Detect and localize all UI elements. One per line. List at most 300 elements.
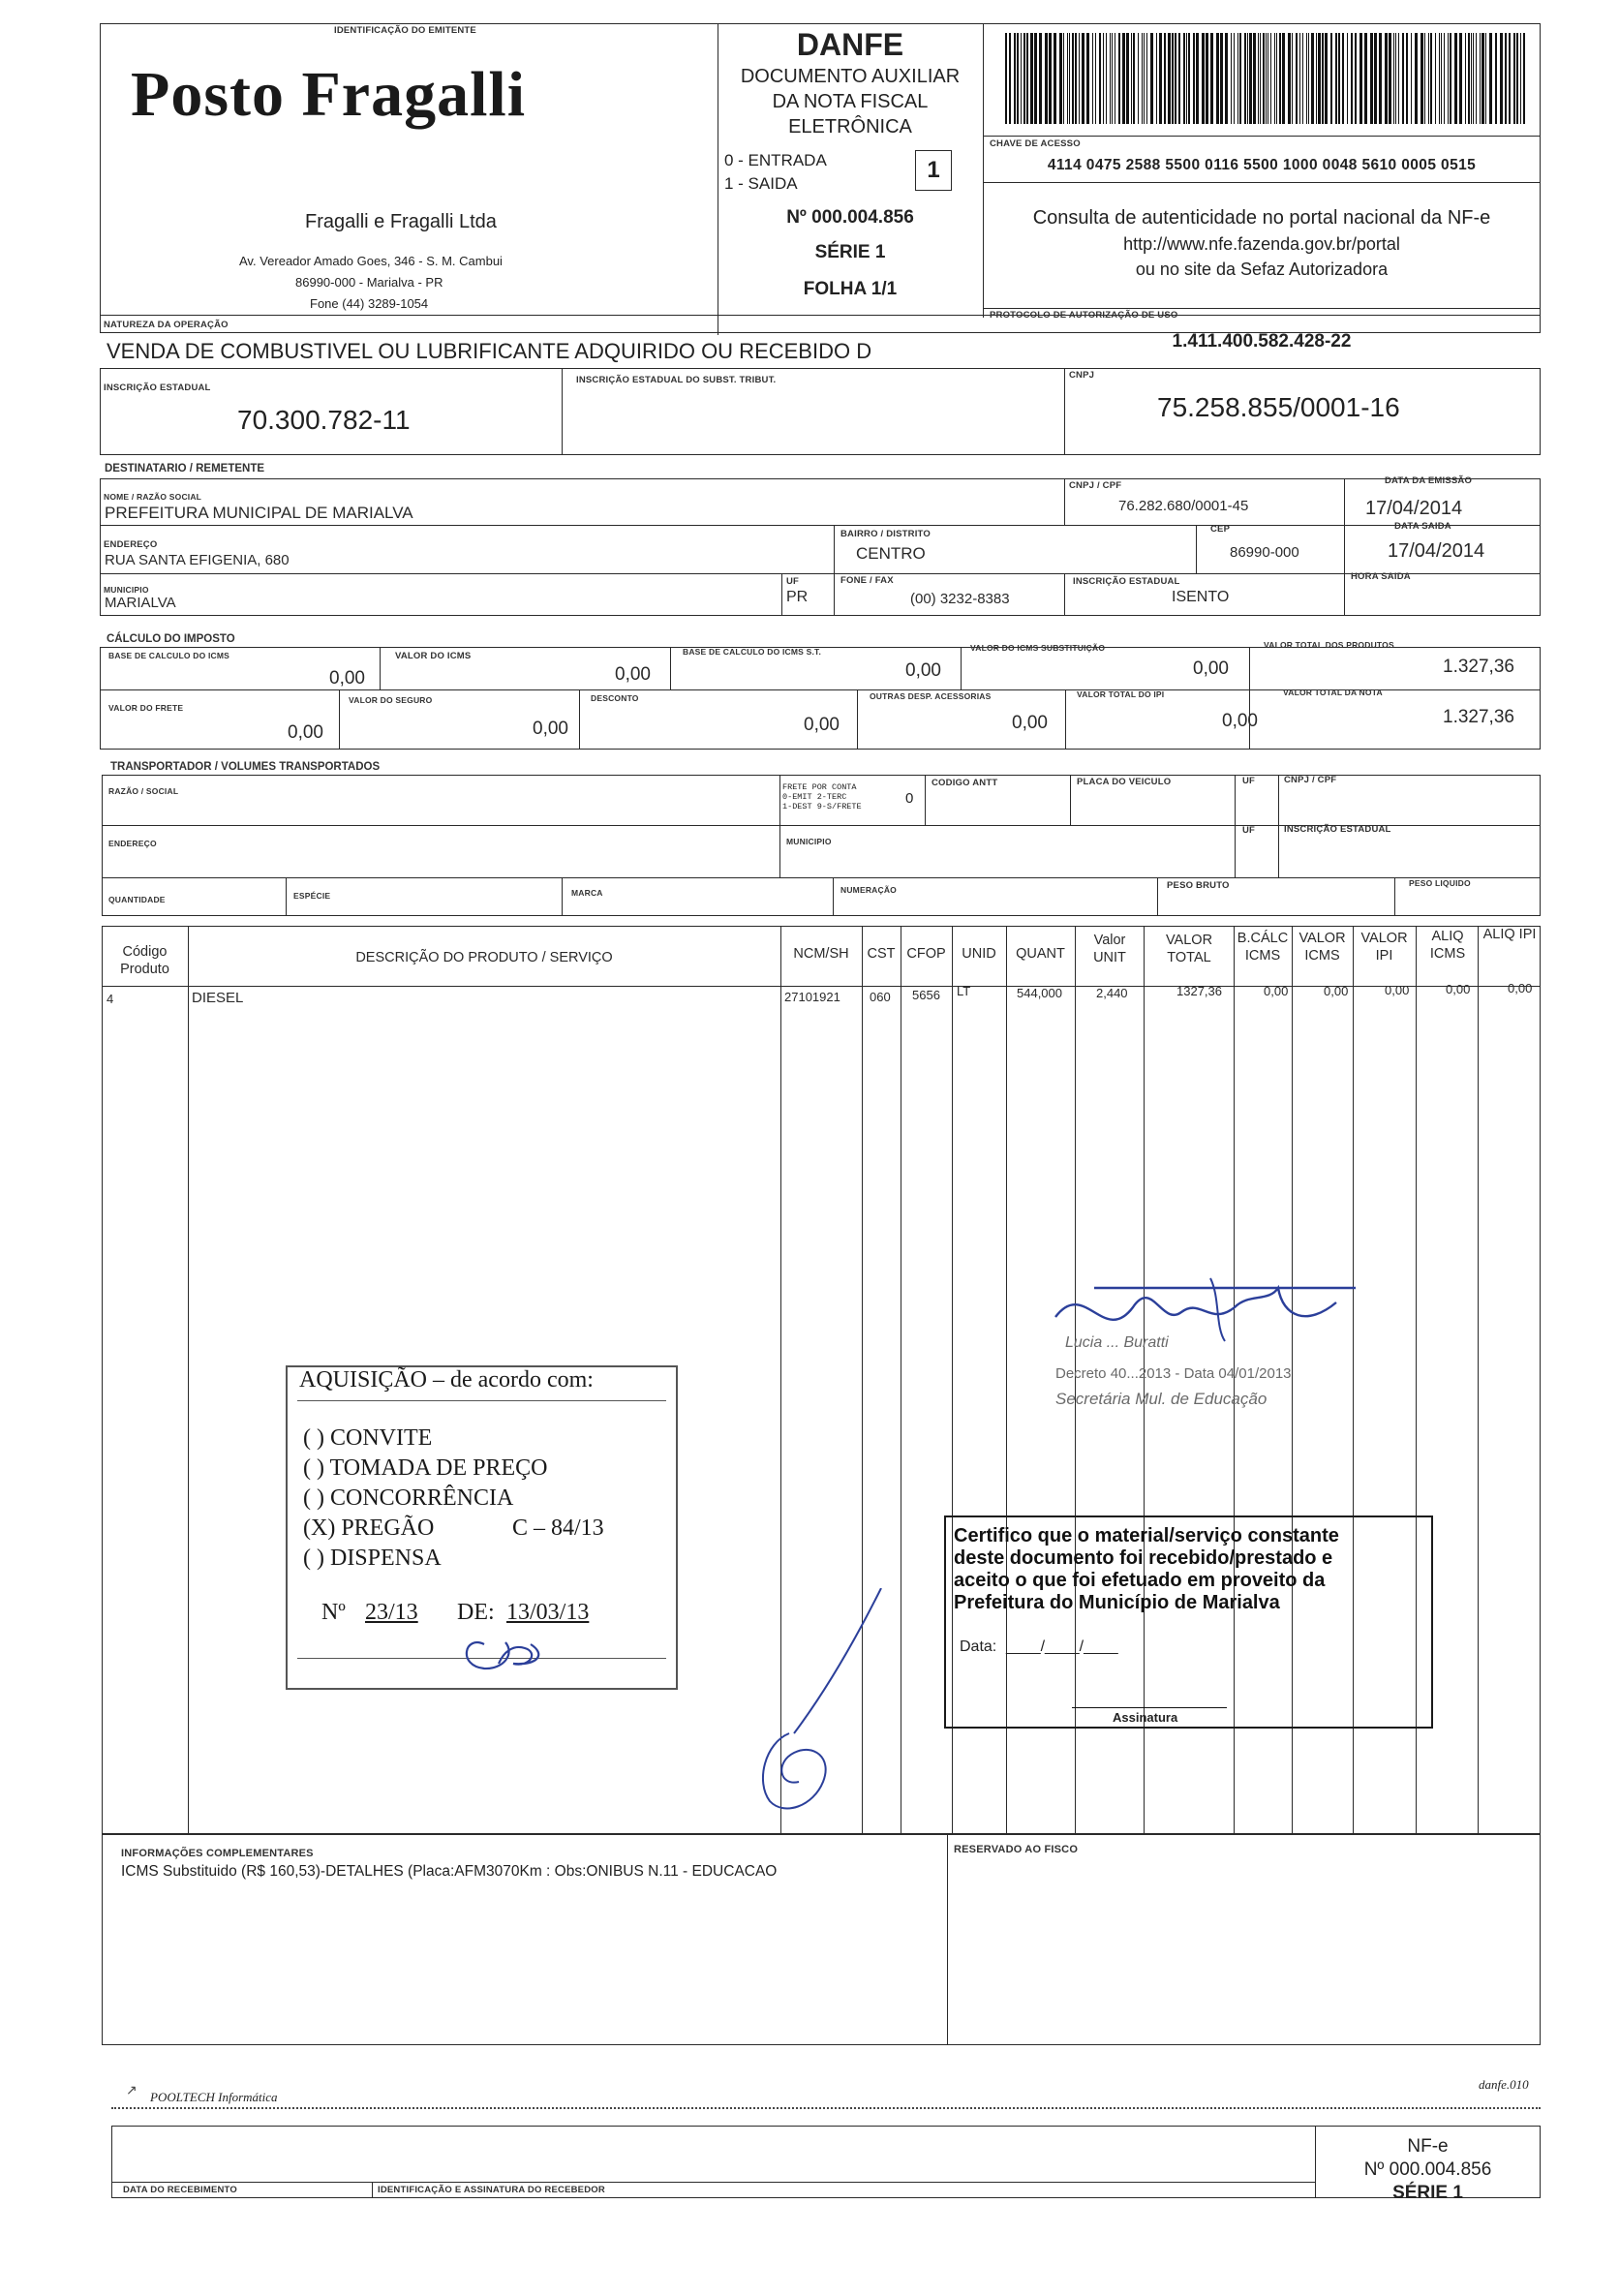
divider [1278,775,1279,877]
peso-liquido-label: PESO LIQUIDO [1409,878,1471,888]
header-vunit: Valor UNIT [1093,933,1126,965]
row-cfop: 5656 [912,988,940,1002]
divider [834,525,835,573]
barcode-bar [1244,33,1246,124]
barcode-bar [1516,33,1518,124]
row-aicms: 0,00 [1446,982,1471,996]
uf-value: PR [786,589,809,605]
divider [380,647,381,689]
header-descricao: DESCRIÇÃO DO PRODUTO / SERVIÇO [355,950,613,965]
barcode-bar [1342,33,1344,124]
barcode-bar [1009,33,1011,124]
header-aipi: ALIQ IPI [1482,927,1537,942]
barcode-bar [1234,33,1235,124]
barcode-bar [1450,33,1451,124]
barcode-bar [1439,33,1440,124]
barcode-bar [1428,33,1429,124]
header-aicms: ALIQ ICMS [1429,929,1466,962]
frete-label: VALOR DO FRETE [108,703,184,713]
transport-uf-label-2: UF [1242,825,1256,836]
row-codigo: 4 [107,992,114,1006]
marca-label: MARCA [571,888,603,898]
barcode-bar [1216,33,1219,124]
recipient-ie-label: INSCRIÇÃO ESTADUAL [1073,576,1180,587]
divider [562,368,563,455]
barcode-bar [1276,33,1277,124]
header-vtotal: VALOR TOTAL [1165,933,1213,965]
stamp-num: 23/13 [365,1600,418,1625]
city-value: MARIALVA [105,595,176,611]
barcode-bar [1420,33,1423,124]
barcode-bar [1237,33,1238,124]
base-st-value: 0,00 [905,660,941,681]
receipt-number: Nº 000.004.856 [1363,2159,1492,2180]
cep-label: CEP [1210,524,1231,535]
divider [286,877,287,916]
barcode-bar [1072,33,1074,124]
barcode-bar [1253,33,1256,124]
seguro-label: VALOR DO SEGURO [349,695,433,705]
barcode-bar [1523,33,1525,124]
fone-label: FONE / FAX [840,575,894,586]
divider [1070,775,1071,825]
header-cfop: CFOP [906,946,946,962]
barcode-bar [1500,33,1503,124]
additional-text: ICMS Substituido (R$ 160,53)-DETALHES (Placa:AFM3070Km : Obs:ONIBUS N.11 - EDUCACAO [121,1863,778,1880]
stamp-date: 13/03/13 [506,1600,590,1625]
barcode-bar [1311,33,1314,124]
divider [834,573,835,616]
barcode-bar [1441,33,1442,124]
consulta-line-1: Consulta de autenticidade no portal nacional da NF-e [1032,207,1491,229]
barcode-bar [1034,33,1037,124]
valor-st-value: 0,00 [1193,658,1229,679]
razao-label: RAZÃO / SOCIAL [108,786,179,796]
barcode-bar [1092,33,1093,124]
ie-st-label: INSCRIÇÃO ESTADUAL DO SUBST. TRIBUT. [576,375,777,385]
divider [1478,926,1479,1834]
barcode-bar [1142,33,1143,124]
barcode-bar [1030,33,1033,124]
barcode-bar [1302,33,1303,124]
transport-address-label: ENDEREÇO [108,839,157,848]
barcode-bar [1067,33,1068,124]
barcode-bar [1144,33,1145,124]
stamp-option-dispensa: ( ) DISPENSA [303,1546,442,1571]
divider [781,573,782,616]
barcode-bar [1274,33,1275,124]
divider [1072,1707,1227,1708]
divider [1196,525,1197,573]
ipi-value: 0,00 [1222,711,1258,731]
row-cst: 060 [870,990,891,1004]
barcode-bar [1415,33,1418,124]
cnpj-label: CNPJ [1069,370,1095,381]
barcode-bar [1406,33,1408,124]
transport-ie-label: INSCRIÇÃO ESTADUAL [1284,824,1391,835]
signer-name: Lucia ... Buratti [1065,1334,1169,1351]
divider [579,689,580,750]
barcode-bar [1299,33,1300,124]
barcode-bar [1444,33,1445,124]
barcode-bar [1231,33,1232,124]
certificate-line: Prefeitura do Município de Marialva [954,1592,1280,1613]
barcode-bar [1196,33,1199,124]
barcode-bar [1095,33,1096,124]
total-produtos-label: VALOR TOTAL DOS PRODUTOS [1264,640,1394,650]
barcode-bar [1086,33,1089,124]
cut-line [111,2107,1541,2109]
barcode-bar [1059,33,1062,124]
barcode-bar [1063,33,1064,124]
barcode-bar [1075,33,1077,124]
divider [833,877,834,916]
barcode-bar [1435,33,1436,124]
uf-label: UF [786,576,800,587]
stamp-initials-signature [445,1615,552,1683]
divider [1235,775,1236,877]
barcode-bar [1471,33,1472,124]
certificate-signature-scribble [736,1588,930,1821]
barcode-bar [1133,33,1135,124]
certificate-line: deste documento foi recebido/prestado e [954,1547,1333,1569]
stamp-title: AQUISIÇÃO – de acordo com: [299,1367,594,1393]
bairro-label: BAIRRO / DISTRITO [840,529,931,539]
barcode-bar [1520,33,1521,124]
barcode-bar [1296,33,1298,124]
row-ncm: 27101921 [784,990,840,1004]
barcode-bar [1225,33,1228,124]
divider [925,775,926,825]
barcode-bar [1355,33,1357,124]
fone-value: (00) 3232-8383 [910,591,1010,607]
divider [1249,647,1250,750]
header-bcicms: B.CÁLC ICMS [1237,931,1289,964]
barcode-bar [1049,33,1052,124]
divider [372,2182,373,2198]
barcode-bar [1249,33,1252,124]
barcode-bar [1193,33,1195,124]
recipient-section-title: DESTINATARIO / REMETENTE [105,463,265,475]
divider [1064,368,1065,455]
divider [1065,689,1066,750]
barcode-bar [1473,33,1474,124]
frete-option-line: FRETE POR CONTA [782,782,857,792]
barcode-bar [1364,33,1367,124]
recipient-address-label: ENDEREÇO [104,539,158,550]
barcode-bar [1156,33,1157,124]
barcode-bar [1398,33,1399,124]
barcode-bar [1112,33,1113,124]
transport-city-label: MUNICIPIO [786,837,832,846]
barcode-bar [1106,33,1107,124]
danfe-subtitle-3: ELETRÔNICA [788,116,912,138]
receipt-date-label: DATA DO RECEBIMENTO [123,2185,237,2195]
saida-label: 1 - SAIDA [724,174,798,193]
access-key-label: CHAVE DE ACESSO [990,138,1081,149]
especie-label: ESPÉCIE [293,891,331,901]
natureza-label: NATUREZA DA OPERAÇÃO [104,320,229,330]
barcode-bar [1138,33,1139,124]
barcode-bar [1306,33,1307,124]
barcode-bar [1482,33,1484,124]
ie-value: 70.300.782-11 [237,405,411,435]
base-st-label: BASE DE CALCULO DO ICMS S.T. [683,647,822,657]
divider [562,877,563,916]
barcode-bar [1430,33,1432,124]
software-icon: ↗ [126,2082,137,2097]
barcode-bar [1202,33,1205,124]
barcode-bar [1099,33,1101,124]
stamp-pregao-ref: C – 84/13 [512,1515,604,1541]
barcode-bar [1131,33,1132,124]
divider [1344,478,1345,616]
access-key-barcode [1005,33,1528,124]
divider [1064,573,1065,616]
frete-value: 0,00 [288,722,323,743]
certificate-date-blank: ____/____/____ [1006,1638,1118,1655]
divider [100,525,1541,526]
recipient-cnpj-label: CNPJ / CPF [1069,480,1122,491]
placa-label: PLACA DO VEICULO [1077,777,1172,787]
receipt-certificate-stamp [944,1515,1433,1729]
barcode-bar [1164,33,1166,124]
barcode-bar [1495,33,1497,124]
total-produtos-value: 1.327,36 [1443,657,1514,677]
saida-date: 17/04/2014 [1388,540,1485,562]
barcode-bar [1393,33,1394,124]
ipi-label: VALOR TOTAL DO IPI [1077,689,1165,699]
barcode-bar [1175,33,1176,124]
divider [961,647,962,689]
barcode-bar [1146,33,1147,124]
danfe-number: Nº 000.004.856 [786,207,914,228]
barcode-bar [1513,33,1515,124]
barcode-bar [1330,33,1332,124]
row-quant: 544,000 [1017,986,1062,1000]
outras-value: 0,00 [1012,713,1048,733]
barcode-bar [1325,33,1328,124]
certificate-line: aceito o que foi efetuado em proveito da [954,1570,1326,1591]
access-key: 4114 0475 2588 5500 0116 5500 1000 0048 5610 0005 0515 [1047,157,1477,173]
row-vtotal: 1327,36 [1176,984,1222,998]
numeracao-label: NUMERAÇÃO [840,885,897,895]
company-city: 86990-000 - Marialva - PR [295,275,443,290]
consulta-line-2: http://www.nfe.fazenda.gov.br/portal [1123,234,1400,254]
barcode-bar [1247,33,1248,124]
qtd-label: QUANTIDADE [108,895,166,904]
barcode-bar [1172,33,1174,124]
header-cst: CST [867,946,896,962]
software-credit: POOLTECH Informática [150,2090,278,2104]
barcode-bar [1210,33,1213,124]
barcode-bar [1069,33,1070,124]
recipient-cnpj: 76.282.680/0001-45 [1118,498,1249,514]
stamp-option-pregao: (X) PREGÃO [303,1515,435,1541]
divider [983,136,1541,137]
peso-bruto-label: PESO BRUTO [1167,880,1230,891]
barcode-bar [1021,33,1022,124]
seguro-value: 0,00 [533,719,568,739]
stamp-option-concorrencia: ( ) CONCORRÊNCIA [303,1485,514,1511]
barcode-bar [1292,33,1293,124]
barcode-bar [1385,33,1388,124]
certificate-line: Certifico que o material/serviço constante [954,1525,1339,1546]
signer-decree: Decreto 40...2013 - Data 04/01/2013 [1055,1365,1292,1382]
barcode-bar [1489,33,1492,124]
stamp-date-prefix: DE: [457,1600,495,1625]
total-nota-value: 1.327,36 [1443,707,1514,727]
antt-label: CODIGO ANTT [932,778,998,788]
barcode-bar [1322,33,1324,124]
barcode-bar [1448,33,1449,124]
divider [100,573,1541,574]
barcode-bar [1220,33,1223,124]
divider [947,1834,948,2045]
valor-icms-label: VALOR DO ICMS [395,651,472,661]
additional-label: INFORMAÇÕES COMPLEMENTARES [121,1848,314,1859]
barcode-bar [1126,33,1129,124]
receipt-serie: SÉRIE 1 [1392,2183,1463,2203]
company-logo: Posto Fragalli [131,59,527,130]
tax-section-title: CÁLCULO DO IMPOSTO [107,633,235,645]
divider [1064,478,1065,525]
emissao-label: DATA DA EMISSÃO [1385,475,1473,486]
row-vicms: 0,00 [1324,984,1349,998]
header-vipi: VALOR IPI [1360,931,1408,964]
divider [1157,877,1158,916]
barcode-bar [1351,33,1353,124]
recipient-address: RUA SANTA EFIGENIA, 680 [105,552,290,568]
barcode-bar [1379,33,1382,124]
barcode-bar [1079,33,1080,124]
danfe-title: DANFE [796,27,904,62]
saida-label: DATA SAIDA [1394,521,1451,532]
divider [1394,877,1395,916]
barcode-bar [1316,33,1317,124]
barcode-bar [1505,33,1507,124]
valor-icms-value: 0,00 [615,664,651,685]
barcode-bar [1476,33,1477,124]
barcode-bar [1263,33,1265,124]
barcode-bar [1026,33,1028,124]
barcode-bar [1347,33,1348,124]
emissao-date: 17/04/2014 [1365,498,1463,519]
form-code: danfe.010 [1479,2077,1529,2092]
bairro-value: CENTRO [856,544,926,563]
hora-saida-label: HORA SAIDA [1351,571,1411,582]
base-icms-value: 0,00 [329,668,365,689]
row-aipi: 0,00 [1508,981,1533,995]
certificate-text [954,1525,1339,1614]
header-ncm: NCM/SH [793,946,849,962]
barcode-bar [1468,33,1470,124]
danfe-subtitle-1: DOCUMENTO AUXILIAR [740,66,961,87]
barcode-bar [1402,33,1404,124]
natureza-value: VENDA DE COMBUSTIVEL OU LUBRIFICANTE ADQUIRIDO OU RECEBIDO D [107,339,872,363]
barcode-bar [1005,33,1007,124]
total-nota-label: VALOR TOTAL DA NOTA [1283,688,1383,697]
barcode-bar [1370,33,1373,124]
row-unid: LT [957,984,971,998]
barcode-bar [1480,33,1481,124]
consulta-line-3: ou no site da Sefaz Autorizadora [1135,260,1389,279]
row-vipi: 0,00 [1385,983,1410,997]
divider [100,315,1541,316]
certificate-signature-label: Assinatura [1113,1710,1178,1725]
transport-cnpj-label: CNPJ / CPF [1284,775,1337,785]
signer-role: Secretária Mul. de Educação [1055,1390,1268,1408]
barcode-bar [1459,33,1462,124]
divider [297,1400,666,1401]
danfe-subtitle-2: DA NOTA FISCAL [772,91,929,112]
frete-option-line: 0-EMIT 2-TERC [782,792,847,802]
barcode-bar [1308,33,1309,124]
barcode-bar [1110,33,1111,124]
header-quant: QUANT [1016,946,1065,962]
barcode-bar [1178,33,1180,124]
barcode-bar [1054,33,1056,124]
emitter-section-label: IDENTIFICAÇÃO DO EMITENTE [334,25,476,36]
cnpj-value: 75.258.855/0001-16 [1157,392,1400,422]
barcode-bar [1509,33,1511,124]
company-name: Fragalli e Fragalli Ltda [305,211,497,232]
transport-uf-label: UF [1242,776,1256,786]
operation-type-box: 1 [915,150,952,191]
protocol-value: 1.411.400.582.428-22 [1172,331,1352,352]
frete-value: 0 [905,790,914,807]
company-address: Av. Vereador Amado Goes, 346 - S. M. Cambui [239,254,503,268]
recipient-frame [100,478,1541,616]
recipient-name-label: NOME / RAZÃO SOCIAL [104,492,202,502]
frete-option-line: 1-DEST 9-S/FRETE [782,802,862,811]
barcode-bar [1014,33,1016,124]
divider [983,308,1541,309]
barcode-bar [1395,33,1396,124]
barcode-bar [1118,33,1120,124]
barcode-bar [1270,33,1271,124]
divider [983,182,1541,183]
header-unid: UNID [962,946,996,962]
city-label: MUNICIPIO [104,585,149,595]
header-codigo: Código Produto [120,944,169,977]
barcode-bar [1188,33,1190,124]
ie-label: INSCRIÇÃO ESTADUAL [104,383,211,393]
barcode-bar [1206,33,1208,124]
barcode-bar [1485,33,1486,124]
barcode-bar [1279,33,1281,124]
barcode-bar [1260,33,1261,124]
barcode-bar [1288,33,1291,124]
base-icms-label: BASE DE CALCULO DO ICMS [108,651,230,660]
desconto-label: DESCONTO [591,693,639,703]
barcode-bar [1424,33,1425,124]
divider [670,647,671,689]
stamp-option-tomada: ( ) TOMADA DE PREÇO [303,1455,548,1481]
recipient-ie: ISENTO [1172,589,1230,605]
barcode-bar [1411,33,1412,124]
desconto-value: 0,00 [804,715,840,735]
row-bcicms: 0,00 [1264,984,1289,998]
barcode-bar [1389,33,1391,124]
valor-st-label: VALOR DO ICMS SUBSTITUIÇÃO [970,643,1106,653]
barcode-bar [1374,33,1377,124]
barcode-bar [1150,33,1153,124]
company-phone: Fone (44) 3289-1054 [310,296,429,311]
barcode-bar [1017,33,1019,124]
barcode-bar [1258,33,1259,124]
barcode-bar [1454,33,1457,124]
